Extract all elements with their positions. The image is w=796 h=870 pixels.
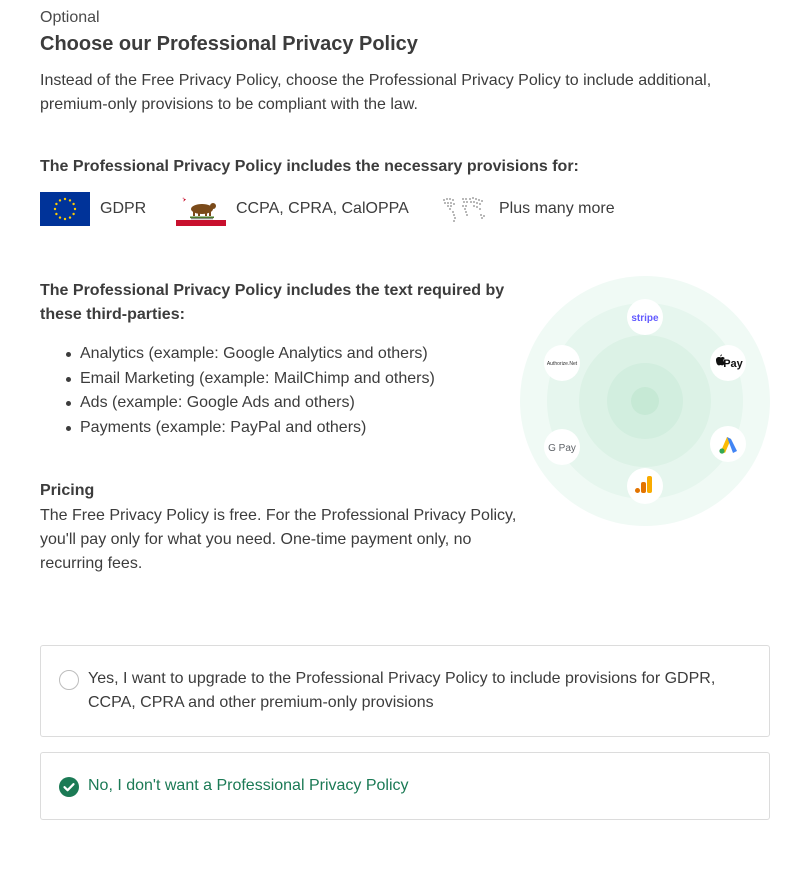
california-flag-icon (176, 192, 226, 226)
list-item: Analytics (example: Google Analytics and others) (62, 342, 435, 367)
page-title: Choose our Professional Privacy Policy (40, 33, 418, 55)
stripe-logo-icon (627, 299, 663, 335)
pricing-heading: Pricing (40, 482, 95, 499)
list-item: Email Marketing (example: MailChimp and others) (62, 367, 435, 392)
provision-item-gdpr (40, 191, 146, 227)
radio-checked-icon[interactable] (59, 777, 79, 797)
world-map-icon (439, 192, 489, 226)
authorize-net-logo-text: Authorize.Net (546, 361, 578, 367)
google-pay-logo-icon (544, 429, 580, 465)
eu-flag-icon (40, 192, 90, 226)
provision-label: GDPR (100, 200, 147, 217)
pricing-text: The Free Privacy Policy is free. For the Professional Privacy Policy, you'll pay only for what you need. One-time payment only, no recurring fees. (40, 507, 517, 572)
third-parties-list (62, 342, 435, 440)
eyebrow-label: Optional (40, 9, 100, 26)
upgrade-yes-option[interactable] (40, 645, 770, 737)
apple-pay-logo-text: Pay (723, 358, 743, 370)
stripe-logo-text: stripe (631, 313, 659, 324)
google-analytics-logo-icon (627, 468, 663, 504)
third-party-logos-illustration (520, 276, 770, 526)
google-pay-logo-text: G Pay (548, 443, 576, 454)
provision-label: Plus many more (499, 200, 615, 217)
upgrade-yes-label[interactable]: Yes, I want to upgrade to the Professional Privacy Policy to include provisions for GDPR, CCPA, CPRA and other premium-only provisions (88, 670, 716, 711)
provisions-heading: The Professional Privacy Policy includes the necessary provisions for: (40, 158, 579, 175)
provisions-list (40, 191, 660, 227)
list-item: Payments (example: PayPal and others) (62, 416, 435, 441)
provision-label: CCPA, CPRA, CalOPPA (236, 200, 409, 217)
provision-item-more (439, 191, 615, 227)
google-ads-logo-icon (710, 426, 746, 462)
intro-text: Instead of the Free Privacy Policy, choose the Professional Privacy Policy to include additional, premium-only provisions to be compliant with the law. (40, 72, 712, 113)
third-parties-heading: The Professional Privacy Policy includes the text required by these third-parties: (40, 282, 505, 323)
radio-unchecked-icon[interactable] (59, 670, 79, 690)
list-item: Ads (example: Google Ads and others) (62, 391, 435, 416)
upgrade-no-option[interactable] (40, 752, 770, 820)
provision-item-ccpa (176, 191, 409, 227)
apple-pay-logo-icon (710, 345, 746, 381)
upgrade-no-label[interactable]: No, I don't want a Professional Privacy Policy (88, 777, 409, 794)
authorize-net-logo-icon (544, 345, 580, 381)
